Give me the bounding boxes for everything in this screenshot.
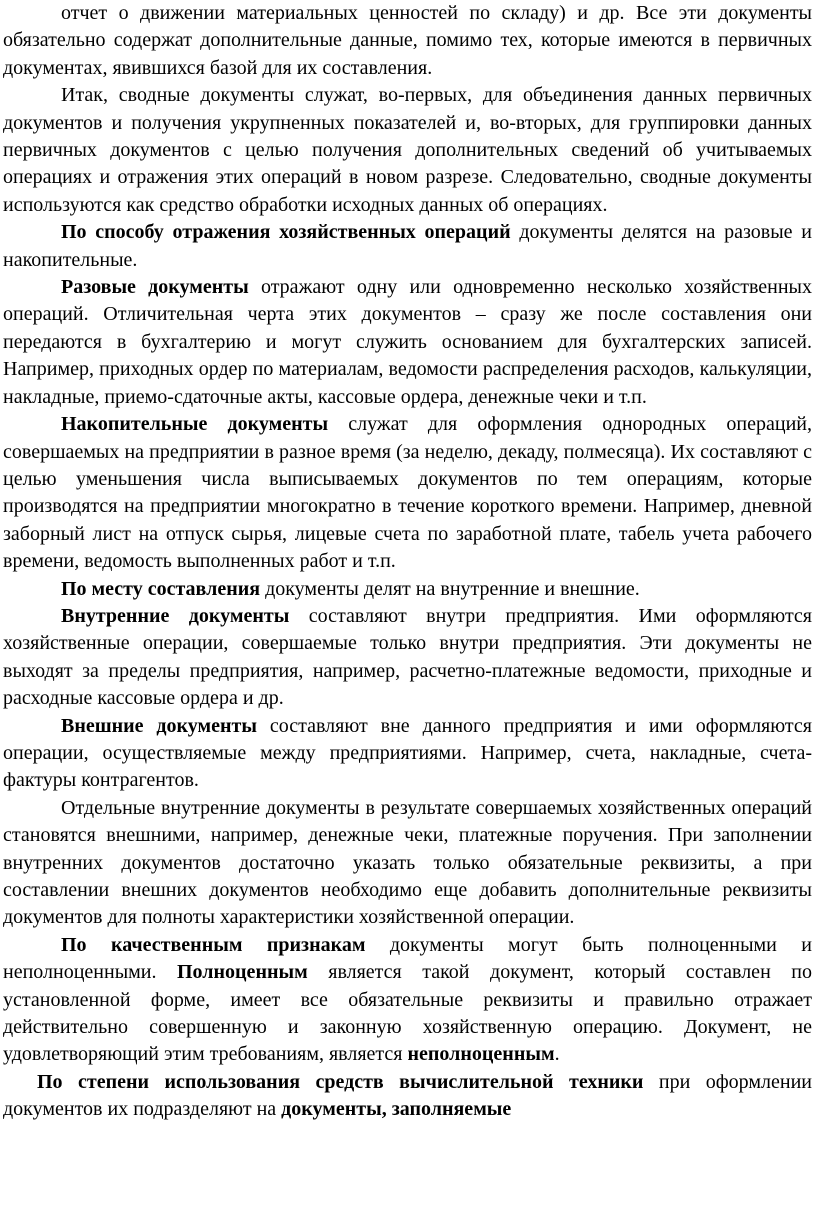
paragraph-8: [3, 713, 812, 795]
paragraph-11-term: документы, заполняемые: [281, 1098, 512, 1121]
paragraph-7: [3, 603, 812, 713]
paragraph-1-text: отчет о движении материальных ценностей по складу) и др. Все эти документы обязательно содержат дополнительные данные, помимо тех, которые имеются в первичных документах, явившихся базой для их составления.: [3, 2, 812, 79]
paragraph-6-text: документы делят на внутренние и внешние.: [260, 577, 640, 600]
paragraph-11-text: при оформлении документов их подразделяют на: [3, 1070, 812, 1121]
paragraph-10-text-c: .: [554, 1043, 560, 1066]
paragraph-10-text-a: документы могут быть полноценными и неполноценными.: [3, 933, 812, 984]
paragraph-6: [3, 576, 812, 603]
paragraph-5-term: Накопительные документы: [61, 413, 329, 436]
paragraph-3: [3, 219, 812, 274]
paragraph-9: [3, 795, 812, 932]
paragraph-10: [3, 932, 812, 1069]
paragraph-7-text: составляют внутри предприятия. Ими оформляются хозяйственные операции, совершаемые только внутри предприятия. Эти документы не выходят за пределы предприятия, например, расчетно-платежные ведомости, приходные и расходные кассовые ордера и др.: [3, 604, 813, 710]
paragraph-10-term-full: Полноценным: [177, 961, 308, 984]
paragraph-10-text-b: является такой документ, который составлен по установленной форме, имеет все обязательные реквизиты и правильно отражает действительно совершенную и законную хозяйственную операцию. Документ, не удовлетворяющий этим требованиям, является: [3, 961, 812, 1066]
paragraph-8-term: Внешние документы: [61, 714, 257, 737]
paragraph-11-heading: По степени использования средств вычислительной техники: [37, 1070, 644, 1093]
paragraph-4-text: отражают одну или одновременно несколько хозяйственных операций. Отличительная черта этих документов – сразу же после составления они передаются в бухгалтерию и могут служить основанием для бухгалтерских записей. Например, приходных ордер по материалам, ведомости распределения расходов, калькуляции, накладные, приемо-сдаточные акты, кассовые ордера, денежные чеки и т.п.: [3, 276, 812, 408]
paragraph-4-term: Разовые документы: [61, 276, 249, 299]
paragraph-1: [3, 0, 812, 82]
paragraph-4: [3, 274, 812, 411]
paragraph-11: [3, 1069, 812, 1124]
paragraph-6-heading: По месту составления: [61, 577, 261, 600]
paragraph-9-text: Отдельные внутренние документы в результате совершаемых хозяйственных операций становятся внешними, например, денежные чеки, платежные поручения. При заполнении внутренних документов достаточно указать только обязательные реквизиты, а при составлении внешних документов необходимо еще добавить дополнительные реквизиты документов для полноты характеристики хозяйственной операции.: [3, 796, 812, 929]
paragraph-10-term-incomplete: неполноценным: [407, 1043, 555, 1066]
paragraph-3-heading: По способу отражения хозяйственных операций: [61, 221, 511, 244]
paragraph-3-text: документы делятся на разовые и накопительные.: [3, 221, 812, 271]
paragraph-2: [3, 82, 812, 219]
paragraph-7-term: Внутренние документы: [61, 604, 290, 627]
paragraph-10-heading: По качественным признакам: [61, 933, 366, 956]
paragraph-5-text: служат для оформления однородных операций, совершаемых на предприятии в разное время (за неделю, декаду, полмесяца). Их составляют с целью уменьшения числа выписываемых документов по тем операциям, которые производятся на предприятии многократно в течение короткого времени. Например, дневной заборный лист на отпуск сырья, лицевые счета по заработной плате, табель учета рабочего времени, ведомость выполненных работ и т.п.: [3, 413, 812, 573]
paragraph-2-text: Итак, сводные документы служат, во-первых, для объединения данных первичных документов и получения укрупненных показателей и, во-вторых, для группировки данных первичных документов с целью получения дополнительных сведений об учитываемых операциях и отражения этих операций в новом разрезе. Следовательно, сводные документы используются как средство обработки исходных данных об операциях.: [3, 84, 812, 216]
paragraph-5: [3, 411, 812, 575]
paragraph-8-text: составляют вне данного предприятия и ими оформляются операции, осуществляемые между предприятиями. Например, счета, накладные, счета-фактуры контрагентов.: [3, 714, 812, 792]
